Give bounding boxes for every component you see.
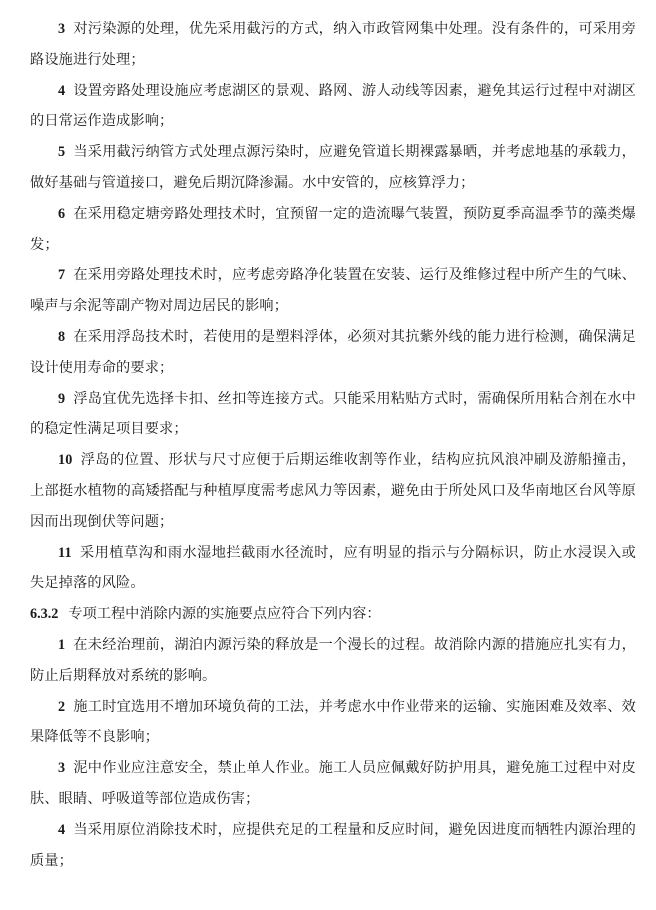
clause-item [30,260,636,322]
clause-number: 10 [58,452,73,469]
clause-number: 1 [58,636,66,653]
clause-text: 当采用截污纳管方式处理点源污染时，应避免管道长期裸露暴晒，并考虑地基的承载力，做好基础与管道接口，避免后期沉降渗漏。水中安管的，应核算浮力； [30,144,636,191]
clause-text: 当采用原位消除技术时，应提供充足的工程量和反应时间，避免因进度而牺牲内源治理的质量； [30,821,636,869]
clause-text: 在采用旁路处理技术时，应考虑旁路净化装置在安装、运行及维修过程中所产生的气味、噪声与余泥等副产物对周边居民的影响； [30,267,636,315]
clause-number: 5 [58,144,66,161]
clause-text: 在采用浮岛技术时，若使用的是塑料浮体，必须对其抗紫外线的能力进行检测，确保满足设计使用寿命的要求； [30,328,636,376]
clause-number: 9 [58,390,66,407]
clause-number: 3 [58,21,66,37]
clause-text: 施工时宜选用不增加环境负荷的工法，并考虑水中作业带来的运输、实施困难及效率、效果降低等不良影响； [30,698,636,746]
clause-item [30,384,636,446]
clause-item [30,199,636,261]
clause-text: 浮岛宜优先选择卡扣、丝扣等连接方式。只能采用粘贴方式时，需确保所用粘合剂在水中的稳定性满足项目要求； [30,390,636,438]
clause-item [30,815,636,877]
clause-number: 8 [58,328,66,345]
clause-item [30,630,636,692]
clause-item [30,14,636,76]
clause-text: 浮岛的位置、形状与尺寸应便于后期运维收割等作业，结构应抗风浪冲刷及游船撞击，上部挺水植物的高矮搭配与种植厚度需考虑风力等因素，避免由于所处风口及华南地区台风等原因而出现倒伏等问题； [30,452,636,530]
clause-text: 设置旁路处理设施应考虑湖区的景观、路网、游人动线等因素，避免其运行过程中对湖区的日常运作造成影响； [30,82,636,130]
clause-number: 4 [58,82,66,99]
clause-text: 采用植草沟和雨水湿地拦截雨水径流时，应有明显的指示与分隔标识，防止水浸误入或失足掉落的风险。 [30,544,636,592]
clause-item [30,753,636,815]
clause-item [30,445,636,537]
clause-item [30,76,636,138]
clause-item [30,322,636,384]
section-text: 专项工程中消除内源的实施要点应符合下列内容： [68,606,381,623]
clause-number: 3 [58,760,66,777]
clause-text: 在采用稳定塘旁路处理技术时，宜预留一定的造流曝气装置，预防夏季高温季节的藻类爆发； [30,205,636,253]
clause-number: 4 [58,821,66,838]
clause-number: 7 [58,267,66,284]
clause-item [30,692,636,754]
clause-text: 在未经治理前，湖泊内源污染的释放是一个漫长的过程。故消除内源的措施应扎实有力，防止后期释放对系统的影响。 [30,636,636,684]
clause-number: 11 [58,544,72,561]
clause-item [30,538,636,600]
section-number: 6.3.2 [30,606,59,623]
section-heading [30,599,636,630]
clause-text: 对污染源的处理，优先采用截污的方式，纳入市政管网集中处理。没有条件的，可采用旁路设施进行处理； [30,21,636,68]
clause-number: 6 [58,205,66,222]
clause-item [30,137,636,199]
clause-number: 2 [58,698,66,715]
clause-text: 泥中作业应注意安全，禁止单人作业。施工人员应佩戴好防护用具，避免施工过程中对皮肤、眼睛、呼吸道等部位造成伤害； [30,760,636,807]
